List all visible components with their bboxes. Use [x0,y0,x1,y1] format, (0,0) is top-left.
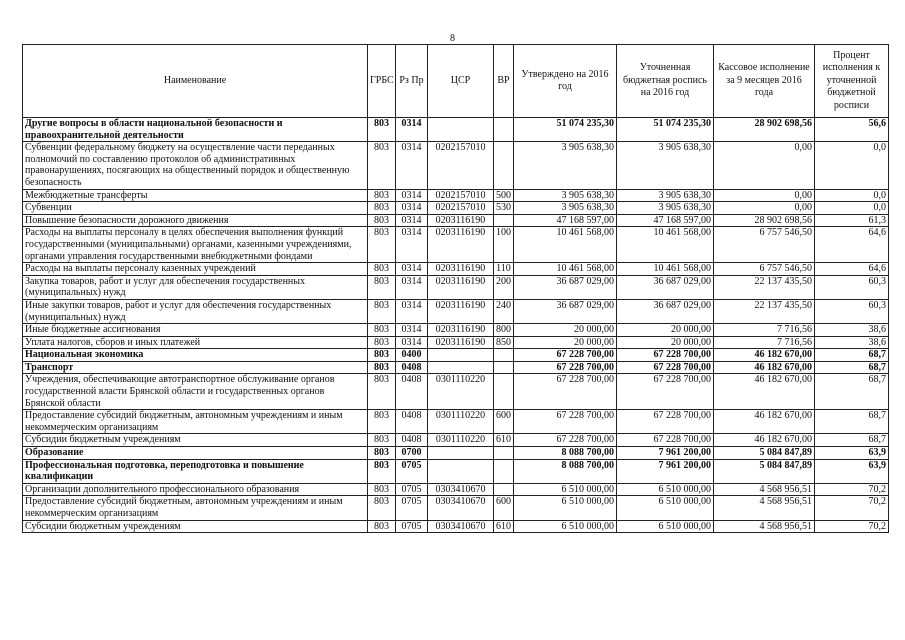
cell-rzpr: 0705 [396,496,428,520]
cell-grbs: 803 [368,447,396,460]
cell-csr: 0203116190 [428,214,494,227]
cell-vr: 850 [494,336,514,349]
cell-percent: 64,6 [815,227,889,263]
cell-approved: 3 905 638,30 [514,189,617,202]
cell-rzpr: 0314 [396,142,428,189]
cell-executed: 6 757 546,50 [714,227,815,263]
cell-percent: 63,9 [815,459,889,483]
header-executed: Кассовое исполнение за 9 месяцев 2016 года [714,45,815,118]
cell-refined: 10 461 568,00 [617,227,714,263]
cell-approved: 6 510 000,00 [514,496,617,520]
cell-approved: 20 000,00 [514,336,617,349]
cell-rzpr: 0314 [396,263,428,276]
cell-vr: 610 [494,434,514,447]
cell-percent: 38,6 [815,336,889,349]
cell-csr: 0203116190 [428,227,494,263]
cell-vr: 800 [494,324,514,337]
cell-name: Учреждения, обеспечивающие автотранспортное обслуживание органов государственной власти Брянской области и государственных органов Брянской области [23,374,368,410]
cell-executed: 5 084 847,89 [714,447,815,460]
cell-grbs: 803 [368,299,396,323]
cell-refined: 7 961 200,00 [617,459,714,483]
cell-grbs: 803 [368,361,396,374]
cell-percent: 70,2 [815,496,889,520]
header-vr: ВР [494,45,514,118]
cell-approved: 67 228 700,00 [514,410,617,434]
table-row [23,361,889,374]
cell-grbs: 803 [368,520,396,533]
cell-approved: 51 074 235,30 [514,118,617,142]
cell-approved: 67 228 700,00 [514,434,617,447]
table-row [23,374,889,410]
cell-name: Повышение безопасности дорожного движения [23,214,368,227]
cell-name: Межбюджетные трансферты [23,189,368,202]
cell-approved: 36 687 029,00 [514,299,617,323]
cell-approved: 67 228 700,00 [514,349,617,362]
cell-percent: 70,2 [815,483,889,496]
cell-rzpr: 0314 [396,118,428,142]
cell-vr [494,374,514,410]
cell-grbs: 803 [368,496,396,520]
cell-rzpr: 0408 [396,361,428,374]
table-row [23,349,889,362]
cell-csr: 0303410670 [428,520,494,533]
cell-rzpr: 0408 [396,410,428,434]
budget-table [22,44,889,533]
cell-grbs: 803 [368,275,396,299]
cell-csr: 0203116190 [428,324,494,337]
cell-percent: 68,7 [815,374,889,410]
cell-csr [428,361,494,374]
cell-rzpr: 0408 [396,434,428,447]
cell-approved: 20 000,00 [514,324,617,337]
table-row [23,214,889,227]
cell-vr [494,447,514,460]
cell-name: Другие вопросы в области национальной безопасности и правоохранительной деятельности [23,118,368,142]
cell-vr: 600 [494,410,514,434]
cell-approved: 3 905 638,30 [514,202,617,215]
cell-grbs: 803 [368,483,396,496]
cell-csr: 0301110220 [428,434,494,447]
cell-name: Субсидии бюджетным учреждениям [23,520,368,533]
cell-name: Субвенции федеральному бюджету на осуществление части переданных полномочий по составлению протоколов об административных правонарушениях, посягающих на общественный порядок и общественную безопасность [23,142,368,189]
cell-executed: 4 568 956,51 [714,483,815,496]
cell-csr: 0202157010 [428,202,494,215]
cell-executed: 46 182 670,00 [714,410,815,434]
cell-csr: 0301110220 [428,410,494,434]
cell-executed: 6 757 546,50 [714,263,815,276]
cell-refined: 10 461 568,00 [617,263,714,276]
cell-rzpr: 0314 [396,324,428,337]
cell-refined: 67 228 700,00 [617,361,714,374]
cell-grbs: 803 [368,202,396,215]
table-row [23,299,889,323]
cell-grbs: 803 [368,189,396,202]
cell-grbs: 803 [368,336,396,349]
cell-name: Расходы на выплаты персоналу казенных учреждений [23,263,368,276]
cell-rzpr: 0705 [396,459,428,483]
cell-approved: 6 510 000,00 [514,483,617,496]
cell-executed: 28 902 698,56 [714,118,815,142]
cell-name: Профессиональная подготовка, переподготовка и повышение квалификации [23,459,368,483]
table-row [23,202,889,215]
cell-name: Организации дополнительного профессионального образования [23,483,368,496]
cell-csr: 0203116190 [428,263,494,276]
cell-grbs: 803 [368,324,396,337]
cell-executed: 0,00 [714,189,815,202]
page-number: 8 [450,33,455,44]
cell-executed: 46 182 670,00 [714,434,815,447]
cell-vr: 110 [494,263,514,276]
table-row [23,275,889,299]
table-row [23,410,889,434]
table-row [23,496,889,520]
cell-percent: 70,2 [815,520,889,533]
cell-percent: 68,7 [815,410,889,434]
cell-approved: 47 168 597,00 [514,214,617,227]
cell-refined: 36 687 029,00 [617,299,714,323]
cell-refined: 20 000,00 [617,336,714,349]
cell-executed: 46 182 670,00 [714,349,815,362]
cell-name: Субсидии бюджетным учреждениям [23,434,368,447]
cell-percent: 68,7 [815,349,889,362]
cell-refined: 6 510 000,00 [617,483,714,496]
cell-csr: 0203116190 [428,275,494,299]
cell-vr [494,361,514,374]
cell-vr [494,349,514,362]
cell-approved: 10 461 568,00 [514,263,617,276]
cell-name: Иные закупки товаров, работ и услуг для обеспечения государственных (муниципальных) нужд [23,299,368,323]
cell-rzpr: 0314 [396,299,428,323]
cell-grbs: 803 [368,349,396,362]
cell-grbs: 803 [368,434,396,447]
cell-rzpr: 0400 [396,349,428,362]
cell-rzpr: 0314 [396,227,428,263]
table-row [23,227,889,263]
cell-approved: 8 088 700,00 [514,459,617,483]
cell-refined: 47 168 597,00 [617,214,714,227]
header-name: Наименование [23,45,368,118]
cell-executed: 46 182 670,00 [714,374,815,410]
cell-grbs: 803 [368,374,396,410]
cell-vr [494,459,514,483]
cell-executed: 4 568 956,51 [714,496,815,520]
header-approved: Утверждено на 2016 год [514,45,617,118]
cell-rzpr: 0314 [396,275,428,299]
cell-refined: 67 228 700,00 [617,349,714,362]
cell-approved: 36 687 029,00 [514,275,617,299]
cell-grbs: 803 [368,263,396,276]
cell-name: Закупка товаров, работ и услуг для обеспечения государственных (муниципальных) нужд [23,275,368,299]
table-header-row [23,45,889,118]
cell-refined: 6 510 000,00 [617,520,714,533]
cell-percent: 56,6 [815,118,889,142]
cell-percent: 0,0 [815,142,889,189]
cell-percent: 0,0 [815,202,889,215]
cell-percent: 60,3 [815,275,889,299]
cell-grbs: 803 [368,227,396,263]
cell-refined: 3 905 638,30 [617,142,714,189]
cell-refined: 20 000,00 [617,324,714,337]
cell-csr: 0303410670 [428,496,494,520]
cell-executed: 22 137 435,50 [714,299,815,323]
cell-executed: 46 182 670,00 [714,361,815,374]
table-row [23,324,889,337]
table-body [23,118,889,533]
table-row [23,263,889,276]
header-rzpr: Рз Пр [396,45,428,118]
cell-rzpr: 0314 [396,336,428,349]
cell-executed: 28 902 698,56 [714,214,815,227]
cell-approved: 67 228 700,00 [514,374,617,410]
table-row [23,459,889,483]
cell-grbs: 803 [368,459,396,483]
cell-rzpr: 0408 [396,374,428,410]
cell-csr [428,459,494,483]
cell-name: Образование [23,447,368,460]
cell-name: Уплата налогов, сборов и иных платежей [23,336,368,349]
cell-vr: 610 [494,520,514,533]
cell-csr: 0301110220 [428,374,494,410]
header-percent: Процент исполнения к уточненной бюджетной росписи [815,45,889,118]
cell-vr: 200 [494,275,514,299]
cell-executed: 7 716,56 [714,324,815,337]
cell-rzpr: 0705 [396,520,428,533]
cell-refined: 3 905 638,30 [617,189,714,202]
table-row [23,189,889,202]
cell-vr: 100 [494,227,514,263]
cell-grbs: 803 [368,214,396,227]
cell-percent: 68,7 [815,434,889,447]
cell-percent: 60,3 [815,299,889,323]
cell-grbs: 803 [368,118,396,142]
cell-refined: 51 074 235,30 [617,118,714,142]
cell-executed: 4 568 956,51 [714,520,815,533]
cell-approved: 10 461 568,00 [514,227,617,263]
table-row [23,434,889,447]
cell-name: Национальная экономика [23,349,368,362]
table-row [23,447,889,460]
cell-rzpr: 0314 [396,214,428,227]
cell-executed: 0,00 [714,202,815,215]
cell-vr: 500 [494,189,514,202]
cell-refined: 7 961 200,00 [617,447,714,460]
cell-name: Расходы на выплаты персоналу в целях обеспечения выполнения функций государственными (муниципальными) органами, казенными учреждениями, органами управления государственными внебюджетными фондами [23,227,368,263]
cell-csr [428,447,494,460]
cell-grbs: 803 [368,410,396,434]
cell-refined: 36 687 029,00 [617,275,714,299]
cell-csr [428,118,494,142]
cell-approved: 67 228 700,00 [514,361,617,374]
cell-approved: 6 510 000,00 [514,520,617,533]
cell-vr: 240 [494,299,514,323]
cell-percent: 61,3 [815,214,889,227]
table-row [23,483,889,496]
cell-grbs: 803 [368,142,396,189]
cell-approved: 3 905 638,30 [514,142,617,189]
cell-name: Транспорт [23,361,368,374]
cell-refined: 6 510 000,00 [617,496,714,520]
cell-percent: 0,0 [815,189,889,202]
cell-refined: 67 228 700,00 [617,434,714,447]
cell-csr: 0203116190 [428,299,494,323]
cell-csr: 0202157010 [428,142,494,189]
cell-executed: 0,00 [714,142,815,189]
cell-csr [428,349,494,362]
cell-percent: 64,6 [815,263,889,276]
table-row [23,142,889,189]
table-row [23,336,889,349]
table-row [23,520,889,533]
header-grbs: ГРБС [368,45,396,118]
cell-executed: 5 084 847,89 [714,459,815,483]
cell-rzpr: 0314 [396,202,428,215]
header-refined: Уточненная бюджетная роспись на 2016 год [617,45,714,118]
cell-csr: 0202157010 [428,189,494,202]
cell-approved: 8 088 700,00 [514,447,617,460]
cell-rzpr: 0705 [396,483,428,496]
cell-vr [494,118,514,142]
cell-name: Предоставление субсидий бюджетным, автономным учреждениям и иным некоммерческим организациям [23,496,368,520]
cell-refined: 67 228 700,00 [617,410,714,434]
cell-percent: 38,6 [815,324,889,337]
cell-refined: 3 905 638,30 [617,202,714,215]
table-row [23,118,889,142]
cell-csr: 0303410670 [428,483,494,496]
cell-executed: 7 716,56 [714,336,815,349]
header-csr: ЦСР [428,45,494,118]
cell-vr: 600 [494,496,514,520]
cell-vr [494,214,514,227]
cell-rzpr: 0314 [396,189,428,202]
cell-refined: 67 228 700,00 [617,374,714,410]
cell-percent: 68,7 [815,361,889,374]
cell-name: Предоставление субсидий бюджетным, автономным учреждениям и иным некоммерческим организациям [23,410,368,434]
cell-rzpr: 0700 [396,447,428,460]
cell-vr [494,483,514,496]
cell-vr: 530 [494,202,514,215]
cell-percent: 63,9 [815,447,889,460]
cell-name: Иные бюджетные ассигнования [23,324,368,337]
cell-csr: 0203116190 [428,336,494,349]
cell-vr [494,142,514,189]
cell-executed: 22 137 435,50 [714,275,815,299]
cell-name: Субвенции [23,202,368,215]
